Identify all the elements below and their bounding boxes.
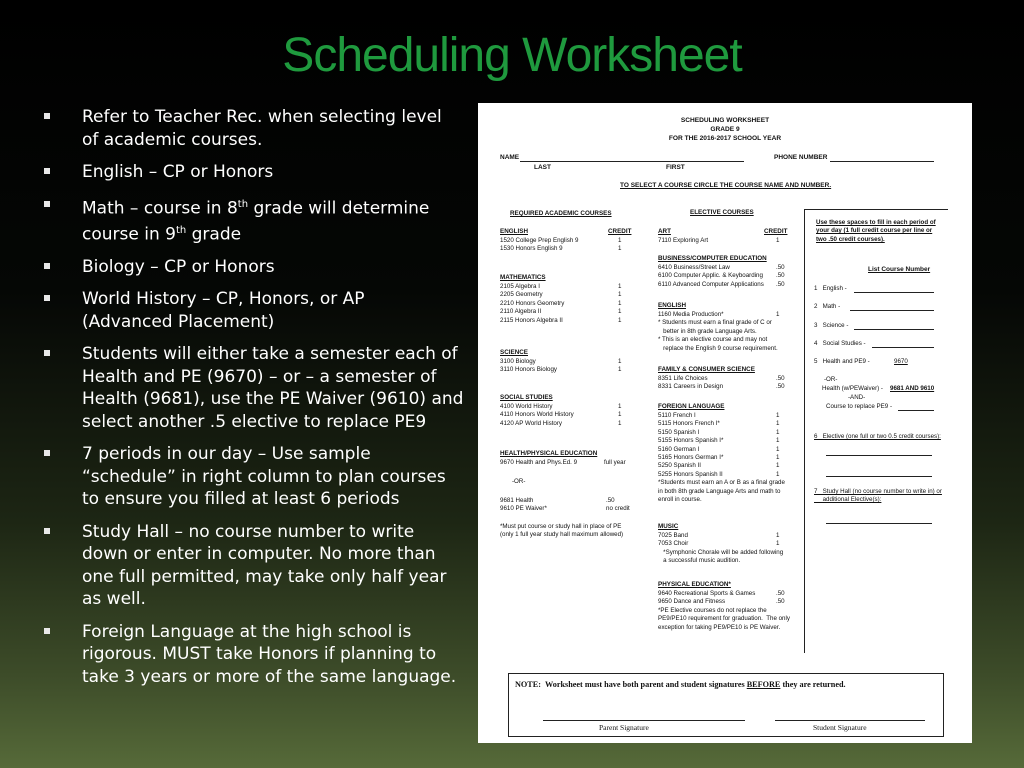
worksheet-year: FOR THE 2016-2017 SCHOOL YEAR — [668, 135, 782, 142]
first-label: FIRST — [666, 164, 685, 171]
bullet-item: Study Hall – no course number to write down or enter in computer. No more than one full permitted, may take only half year as well. — [44, 521, 474, 611]
bullet-item: Math – course in 8th grade will determine course in 9th grade — [44, 194, 474, 246]
required-title: REQUIRED ACADEMIC COURSES — [510, 210, 612, 217]
bullet-list — [44, 106, 474, 698]
bullet-square-icon — [44, 113, 50, 119]
name-label: NAME — [500, 154, 520, 161]
student-signature-label: Student Signature — [813, 723, 867, 732]
bullet-square-icon — [44, 168, 50, 174]
note-box: NOTE: Worksheet must have both parent and student signatures BEFORE they are returned. Parent Signature Student Signature — [508, 673, 944, 737]
bullet-item: World History – CP, Honors, or AP (Advanced Placement) — [44, 288, 474, 333]
bullet-item: Students will either take a semester each of Health and PE (9670) – or – a semester of Health (9681), use the PE Waiver (9610) and select another .5 elective to replace PE9 — [44, 343, 474, 433]
bullet-square-icon — [44, 295, 50, 301]
elective-title: ELECTIVE COURSES — [690, 209, 754, 216]
instruction: TO SELECT A COURSE CIRCLE THE COURSE NAME AND NUMBER. — [620, 182, 832, 189]
bullet-square-icon — [44, 628, 50, 634]
bullet-square-icon — [44, 263, 50, 269]
note-label: NOTE: — [515, 680, 541, 689]
bullet-item: English – CP or Honors — [44, 161, 474, 184]
phone-label: PHONE NUMBER — [774, 154, 828, 161]
worksheet-image: SCHEDULING WORKSHEET GRADE 9 FOR THE 2016-2017 SCHOOL YEAR NAME PHONE NUMBER LAST FIRST TO SELECT A COURSE CIRCLE THE COURSE NAME AND NUMBER. REQUIRED ACADEMIC COURSES ENGLISH CREDIT 1520 College Prep English 9 1530 Honors English 9 1 1 MATHEMATICS 2105 Algebra I 2205 Geometry 2210 Honors Geometry 2110 Algebra II 2115 Honors Algebra II 1 1 1 1 1 SCIENCE 3100 Biology 3110 Honors Biology 1 1 SOCIAL STUDIES 4100 World History 4110 Honors World History 4120 AP World History 1 1 1 HEALTH/PHYSICAL EDUCATION 9670 Health and Phys.Ed. 9 full year -OR- 9681 Health 9610 PE Waiver* .50 no credit *Must put course or study hall in place of PE (only 1 full year study hall maximum allowed) ELECTIVE COURSES ART CREDIT 7110 Exploring Art 1 BUSINESS/COMPUTER EDUCATION 6410 Business/Street Law 6100 Computer Applic. & Keyboarding 6110 Advanced Computer Applications .50 .50 .50 ENGLISH 1160 Media Production* * Students must earn a final grade of C or better in 8th grade Language Arts. * This is an elective course and may not replace the English 9 course requirement. 1 FAMILY & CONSUMER SCIENCE 8351 Life Choices 8331 Careers in Design .50 .50 FOREIGN LANGUAGE 5110 French I 5115 Honors French I* 5150 Spanish I 5155 Honors Spanish I* 5160 German I 5165 Honors German I* 5250 Spanish II 5255 Honors Spanish II *Students must earn an A or B as a final grade in both 8th grade Language Arts and math to enroll in course. 1 1 1 1 1 1 1 1 MUSIC 7025 Band 7053 Choir *Symphonic Chorale will be added following a successful music audition. 1 1 PHYSICAL EDUCATION* 9640 Recreational Sports & Games 9650 Dance and Fitness *PE Elective courses do not replace the PE9/PE10 requirement for graduation. The only exception for taking PE9/PE10 is PE Waiver. .50 .50 Use these spaces to fill in each period of your day (1 full credit course per line or two .50 credit courses). List Course Number 1 English - 2 Math - 3 Science - 4 Social Studies - 5 Health and PE9 - 9670 -OR- Health (w/PEWaiver) - 9681 AND 9610 -AND- Course to replace PE9 - 6 Elective (one full or two 0.5 credit courses): 7 Study Hall (no course number to write in) or additional Elective(s): NOTE: Worksheet must have both parent and student signatures BEFORE they are returned. Parent Signature Student Signature — [478, 103, 972, 743]
slide-title: Scheduling Worksheet — [282, 29, 742, 82]
bullet-square-icon — [44, 201, 50, 207]
parent-signature-label: Parent Signature — [599, 723, 649, 732]
bullet-square-icon — [44, 450, 50, 456]
last-label: LAST — [534, 164, 551, 171]
right-instruction: Use these spaces to fill in each period of your day (1 full credit course per line or two .50 credit courses). — [816, 219, 936, 243]
worksheet-heading: SCHEDULING WORKSHEET — [680, 117, 770, 124]
bullet-square-icon — [44, 528, 50, 534]
bullet-item: 7 periods in our day – Use sample “schedule” in right column to plan courses to ensure you filled at least 6 periods — [44, 443, 474, 511]
bullet-item: Foreign Language at the high school is rigorous. MUST take Honors if planning to take 3 years or more of the same language. — [44, 621, 474, 689]
bullet-item: Biology – CP or Honors — [44, 256, 474, 279]
worksheet-grade: GRADE 9 — [710, 126, 740, 133]
list-title: List Course Number — [868, 266, 931, 273]
bullet-square-icon — [44, 350, 50, 356]
bullet-item: Refer to Teacher Rec. when selecting level of academic courses. — [44, 106, 474, 151]
